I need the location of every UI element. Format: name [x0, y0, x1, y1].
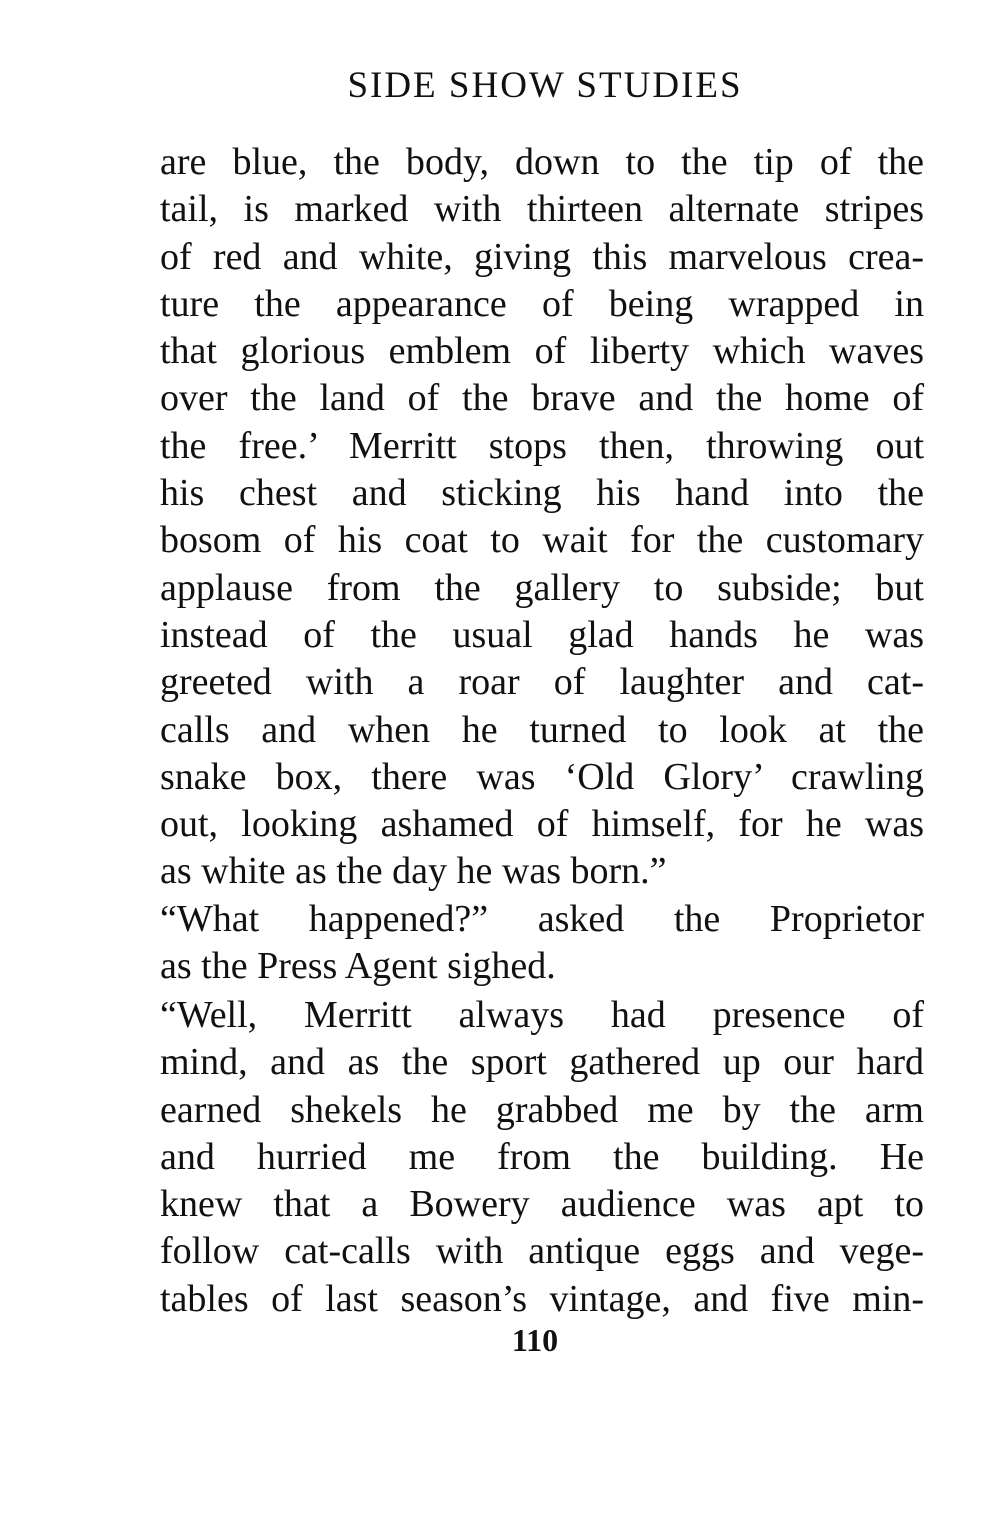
text-line: out, looking ashamed of himself, for he was — [160, 803, 924, 846]
paragraph-question — [160, 896, 924, 991]
text-line: greeted with a roar of laughter and cat- — [160, 661, 924, 704]
paragraph-answer — [160, 992, 924, 1323]
text-line: “What happened?” asked the Proprietor — [160, 898, 924, 940]
text-line: of red and white, giving this marvelous crea- — [160, 235, 924, 278]
text-line: bosom of his coat to wait for the customary — [160, 519, 924, 562]
text-line: ture the appearance of being wrapped in — [160, 282, 924, 325]
text-line: knew that a Bowery audience was apt to — [160, 1183, 924, 1226]
text-line: as the Press Agent sighed. — [160, 945, 556, 988]
text-line: are blue, the body, down to the tip of the — [160, 141, 924, 183]
text-line: earned shekels he grabbed me by the arm — [160, 1088, 924, 1131]
text-line: and hurried me from the building. He — [160, 1135, 924, 1178]
text-line: the free.’ Merritt stops then, throwing out — [160, 424, 924, 467]
text-line: over the land of the brave and the home of — [160, 377, 924, 420]
text-line: that glorious emblem of liberty which waves — [160, 330, 924, 373]
text-line: instead of the usual glad hands he was — [160, 613, 924, 656]
text-line: snake box, there was ‘Old Glory’ crawling — [160, 755, 924, 798]
text-line: his chest and sticking his hand into the — [160, 472, 924, 515]
page-number: 110 — [511, 1322, 559, 1358]
text-line: mind, and as the sport gathered up our hard — [160, 1041, 924, 1084]
text-line: applause from the gallery to subside; but — [160, 566, 924, 609]
paragraph-continued — [160, 139, 924, 896]
text-line: tables of last season’s vintage, and five min- — [160, 1277, 924, 1320]
running-header: SIDE SHOW STUDIES — [347, 65, 743, 106]
text-line: tail, is marked with thirteen alternate stripes — [160, 188, 924, 231]
text-line: follow cat-calls with antique eggs and vege- — [160, 1230, 924, 1273]
text-line: as white as the day he was born.” — [160, 850, 667, 893]
text-line: calls and when he turned to look at the — [160, 708, 924, 751]
text-line: “Well, Merritt always had presence of — [160, 994, 924, 1036]
